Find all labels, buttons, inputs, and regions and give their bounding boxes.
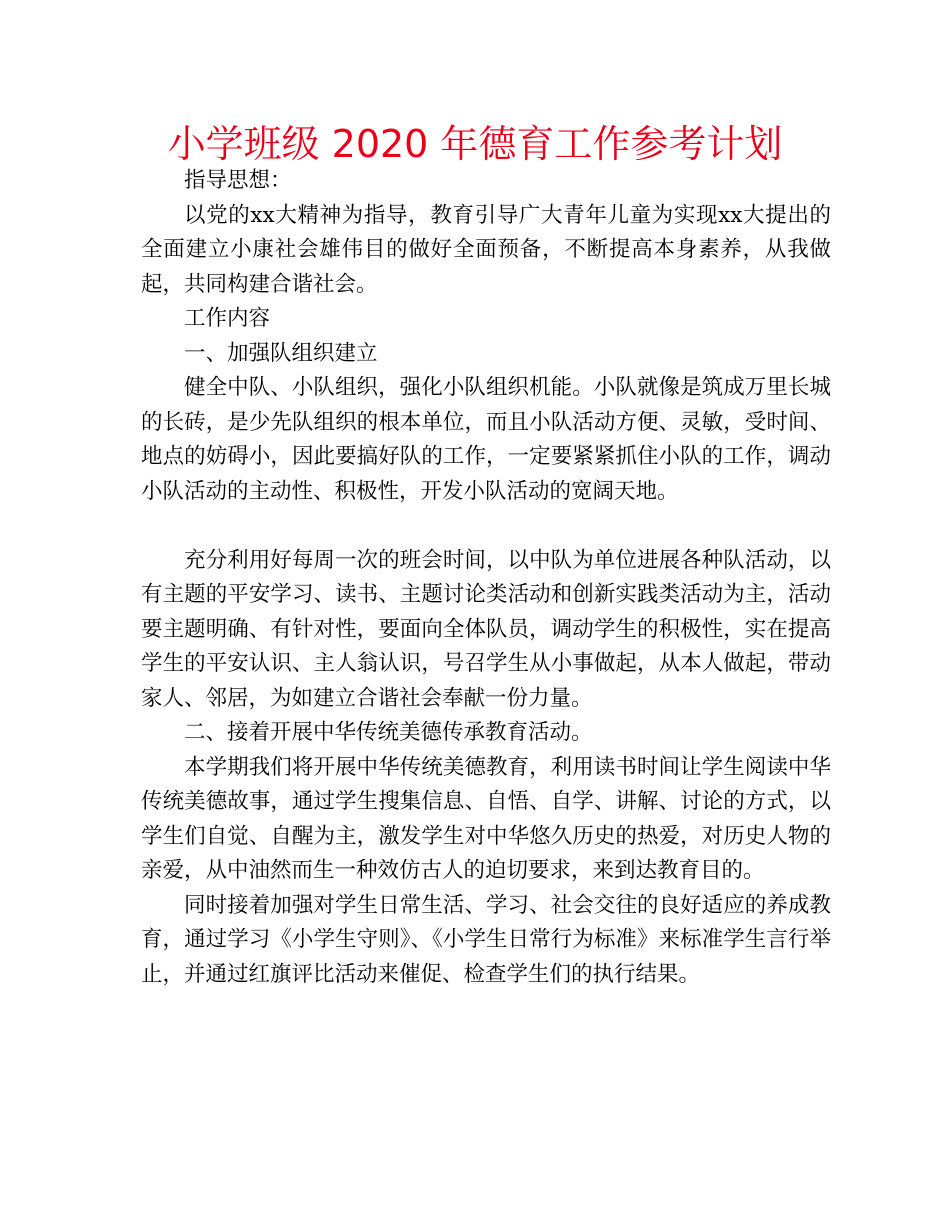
- paragraph-section-two-heading: 二、接着开展中华传统美德传承教育活动。: [184, 720, 593, 745]
- document-body: [141, 164, 831, 992]
- paragraph-section-one-heading: 一、加强队组织建立: [184, 340, 378, 366]
- document-title: 小学班级 2020 年德育工作参考计划: [167, 122, 783, 166]
- paragraph-habit-education: 同时接着加强对学生日常生活、学习、社会交往的良好适应的养成教育，通过学习《小学生守则》、《小学生日常行为标准》来标准学生言行举止，并通过红旗评比活动来催促、检查学生们的执行结果。: [141, 892, 831, 987]
- paragraph-guiding-heading: 指导思想：: [184, 168, 292, 193]
- paragraph-guiding-content: 以党的xx大精神为指导，教育引导广大青年儿童为实现xx大提出的全面建立小康社会雄伟目的做好全面预备，不断提高本身素养，从我做起，共同构建合谐社会。: [141, 202, 831, 297]
- paragraph-section-one-content: 健全中队、小队组织，强化小队组织机能。小队就像是筑成万里长城的长砖，是少先队组织的根本单位，而且小队活动方便、灵敏，受时间、地点的妨碍小，因此要搞好队的工作，一定要紧紧抓住小队的工作，调动小队活动的主动性、积极性，开发小队活动的宽阔天地。: [141, 375, 831, 504]
- paragraph-work-content-heading: 工作内容: [184, 306, 271, 331]
- paragraph-class-meeting: 充分利用好每周一次的班会时间，以中队为单位进展各种队活动，以有主题的平安学习、读书、主题讨论类活动和创新实践类活动为主，活动要主题明确、有针对性，要面向全体队员，调动学生的积极性，实在提高学生的平安认识、主人翁认识，号召学生从小事做起，从本人做起，带动家人、邻居，为如建立合谐社会奉献一份力量。: [141, 547, 831, 711]
- paragraph-virtue-education: 本学期我们将开展中华传统美德教育，利用读书时间让学生阅读中华传统美德故事，通过学生搜集信息、自悟、自学、讲解、讨论的方式，以学生们自觉、自醒为主，激发学生对中华悠久历史的热爱，对历史人物的亲爱，从中油然而生一种效仿古人的迫切要求，来到达教育目的。: [141, 754, 831, 883]
